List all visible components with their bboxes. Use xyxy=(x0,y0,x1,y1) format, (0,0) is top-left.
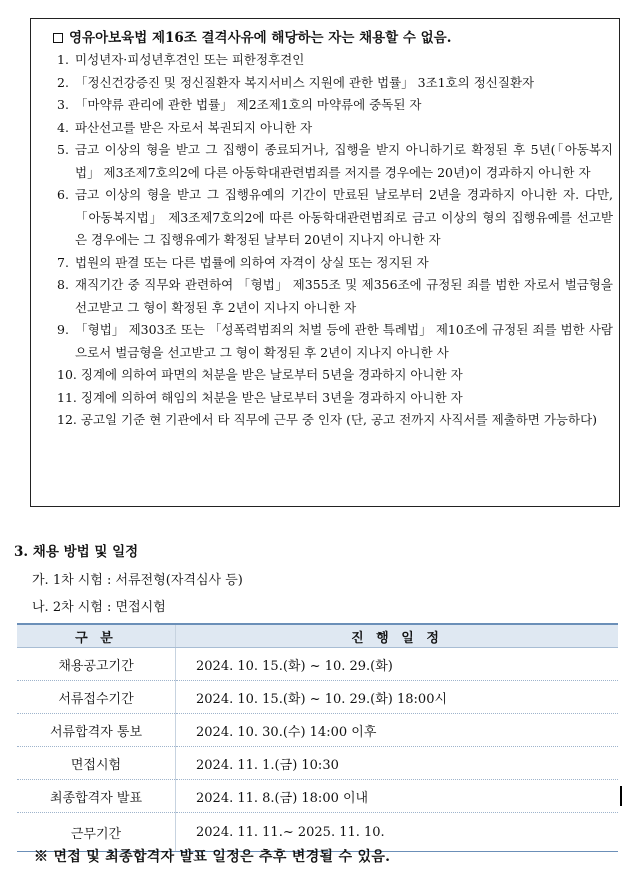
item-text: 재직기간 중 직무와 관련하여 「형법」 제355조 및 제356조에 규정된 죄를 범한 자로서 벌금형을 선고받고 그 형이 확정된 후 2년이 지나지 아니한 자 xyxy=(75,277,613,315)
table-row xyxy=(17,780,618,813)
item-number: 10. xyxy=(57,367,77,382)
table-row xyxy=(17,681,618,714)
row-label: 면접시험 xyxy=(17,747,176,780)
list-item xyxy=(45,139,613,184)
item-number: 2. xyxy=(57,74,69,90)
item-number: 7. xyxy=(57,254,69,270)
schedule-rows xyxy=(17,648,618,852)
list-item xyxy=(45,387,613,410)
list-item xyxy=(45,319,613,364)
list-item xyxy=(45,72,613,95)
list-item xyxy=(45,184,613,252)
table-row xyxy=(17,714,618,747)
header-category: 구 분 xyxy=(17,624,176,648)
disqualification-list xyxy=(45,49,613,432)
table-row xyxy=(17,747,618,780)
checkbox-icon xyxy=(53,33,63,43)
row-value: 2024. 11. 11.~ 2025. 11. 10. xyxy=(176,813,619,852)
item-number: 5. xyxy=(57,142,69,157)
item-number: 1. xyxy=(57,52,69,67)
item-number: 9. xyxy=(57,322,69,337)
item-text: 징계에 의하여 파면의 처분을 받은 날로부터 5년을 경과하지 아니한 자 xyxy=(80,367,463,382)
first-exam: 가. 1차 시험 : 서류전형(자격심사 등) xyxy=(32,573,243,588)
item-number: 8. xyxy=(57,277,69,292)
item-text: 공고일 기준 현 기관에서 타 직무에 근무 중 인자 (단, 공고 전까지 사직서를 제출하면 가능하다) xyxy=(80,412,598,427)
item-text: 법원의 판결 또는 다른 법률에 의하여 자격이 상실 또는 정지된 자 xyxy=(75,254,429,270)
row-value: 2024. 11. 8.(금) 18:00 이내 xyxy=(176,780,619,813)
item-text: 파산선고를 받은 자로서 복권되지 아니한 자 xyxy=(75,119,313,135)
second-exam: 나. 2차 시험 : 면접시험 xyxy=(32,600,166,615)
item-number: 12. xyxy=(57,412,77,427)
item-number: 3. xyxy=(57,97,69,112)
row-label: 근무기간 xyxy=(17,813,176,852)
item-number: 4. xyxy=(57,119,69,135)
list-item xyxy=(45,274,613,319)
row-value: 2024. 11. 1.(금) 10:30 xyxy=(176,747,619,780)
row-label: 서류합격자 통보 xyxy=(17,714,176,747)
row-label: 채용공고기간 xyxy=(17,648,176,681)
row-label: 최종합격자 발표 xyxy=(17,780,176,813)
item-text: 「정신건강증진 및 정신질환자 복지서비스 지원에 관한 법률」 3조1호의 정신질환자 xyxy=(75,74,535,90)
row-value: 2024. 10. 15.(화) ~ 10. 29.(화) xyxy=(176,648,619,681)
item-text: 금고 이상의 형을 받고 그 집행이 종료되거나, 집행을 받지 아니하기로 확정된 후 5년(「아동복지법」 제3조제7호의2에 다른 아동학대관련범죄를 저지를 경우에는 20년)이 경과하지 아니한 자 xyxy=(75,142,613,180)
row-value: 2024. 10. 30.(수) 14:00 이후 xyxy=(176,714,619,747)
table-row xyxy=(17,648,618,681)
item-text: 금고 이상의 형을 받고 그 집행유예의 기간이 만료된 날로부터 2년을 경과하지 아니한 자. 다만, 「아동복지법」 제3조제7호의2에 따른 아동학대관련범죄로 금고 이상의 형의 집행유예를 선고받은 경우에는 그 집행유예가 확정된 날부터 20년이 지나지 아니한 자 xyxy=(75,187,613,247)
item-text: 「마약류 관리에 관한 법률」 제2조제1호의 마약류에 중독된 자 xyxy=(75,97,422,112)
row-value: 2024. 10. 15.(화) ~ 10. 29.(화) 18:00시 xyxy=(176,681,619,714)
table-header-row xyxy=(17,624,618,648)
list-item xyxy=(45,364,613,387)
text-cursor xyxy=(620,786,622,806)
header-schedule: 진 행 일 정 xyxy=(176,624,619,648)
list-item xyxy=(45,49,613,72)
box-title-row xyxy=(45,27,613,49)
item-number: 6. xyxy=(57,187,69,202)
item-number: 11. xyxy=(57,389,77,405)
list-item xyxy=(45,94,613,117)
section-title: 3. 채용 방법 및 일정 xyxy=(14,544,139,560)
schedule-table xyxy=(17,623,618,852)
list-item xyxy=(45,117,613,140)
footnote: ※ 면접 및 최종합격자 발표 일정은 추후 변경될 수 있음. xyxy=(34,849,391,865)
item-text: 징계에 의하여 해임의 처분을 받은 날로부터 3년을 경과하지 아니한 자 xyxy=(80,389,463,405)
item-text: 미성년자·피성년후견인 또는 피한정후견인 xyxy=(75,52,305,67)
item-text: 「형법」 제303조 또는 「성폭력범죄의 처벌 등에 관한 특례법」 제10조에 규정된 죄를 범한 사람으로서 벌금형을 선고받고 그 형이 확정된 후 2년이 지나지 아니한 사 xyxy=(75,322,613,360)
disqualification-box xyxy=(30,18,620,507)
list-item xyxy=(45,409,613,432)
row-label: 서류접수기간 xyxy=(17,681,176,714)
box-title: 영유아보육법 제16조 결격사유에 해당하는 자는 채용할 수 없음. xyxy=(69,30,452,46)
list-item xyxy=(45,252,613,275)
